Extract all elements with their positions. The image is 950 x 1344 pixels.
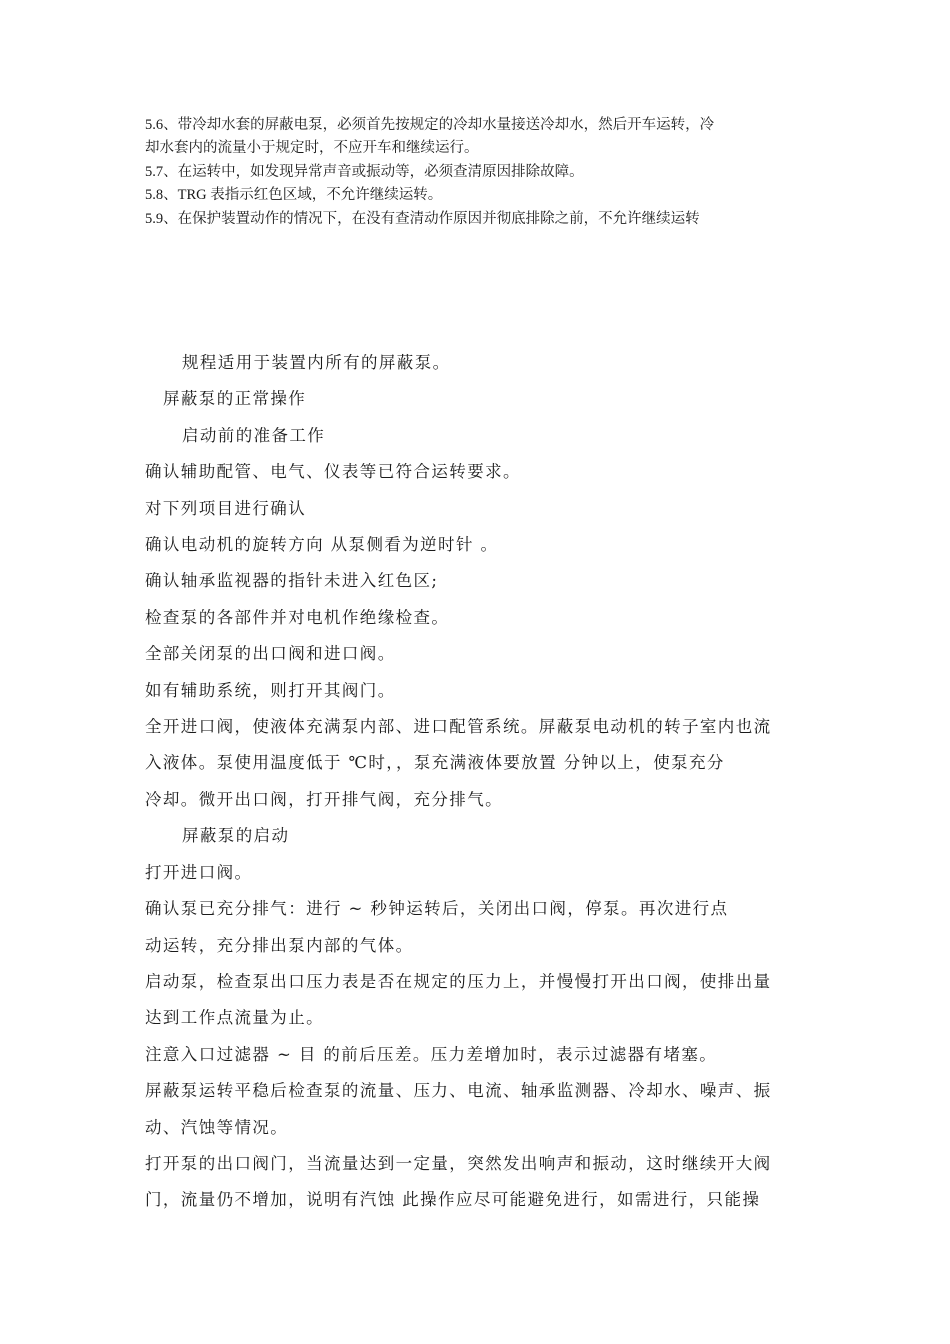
procedure-line: 检查泵的各部件并对电机作绝缘检查。 (145, 607, 450, 627)
procedure-line: 确认电动机的旋转方向 从泵侧看为逆时针 。 (145, 535, 499, 555)
procedure-line: 达到工作点流量为止。 (145, 1008, 324, 1028)
procedure-line: 屏蔽泵的正常操作 (163, 389, 307, 409)
pump-procedure-section (145, 345, 810, 1219)
procedure-line: 规程适用于装置内所有的屏蔽泵。 (182, 353, 451, 372)
note-line: 却水套内的流量小于规定时，不应开车和继续运行。 (145, 140, 479, 157)
procedure-line: 全部关闭泵的出口阀和进口阀。 (145, 644, 396, 664)
procedure-line: 屏蔽泵运转平稳后检查泵的流量、压力、电流、轴承监测器、冷却水、噪声、振 (145, 1081, 772, 1101)
procedure-line: 打开进口阀。 (145, 862, 253, 882)
procedure-line: 冷却。微开出口阀，打开排气阀，充分排气。 (145, 789, 503, 809)
note-line: 5.7、在运转中，如发现异常声音或振动等，必须查清原因排除故障。 (145, 163, 584, 180)
procedure-line: 屏蔽泵的启动 (182, 826, 290, 846)
procedure-line: 门，流量仍不增加，说明有汽蚀 此操作应尽可能避免进行，如需进行，只能操 (145, 1190, 761, 1210)
procedure-line: 启动泵，检查泵出口压力表是否在规定的压力上，并慢慢打开出口阀，使排出量 (145, 971, 772, 991)
note-line: 5.8、TRG 表指示红色区域，不允许继续运转。 (145, 187, 443, 204)
procedure-line: 全开进口阀，使液体充满泵内部、进口配管系统。屏蔽泵电动机的转子室内也流 (145, 717, 772, 737)
procedure-line: 如有辅助系统，则打开其阀门。 (145, 680, 396, 700)
procedure-line: 确认轴承监视器的指针未进入红色区; (145, 571, 439, 591)
procedure-line: 启动前的准备工作 (182, 425, 326, 445)
procedure-line: 确认辅助配管、电气、仪表等已符合运转要求。 (145, 462, 521, 482)
procedure-line: 确认泵已充分排气：进行 ~ 秒钟运转后，关闭出口阀，停泵。再次进行点 (145, 899, 729, 919)
procedure-line: 对下列项目进行确认 (145, 498, 307, 518)
procedure-line: 动、汽蚀等情况。 (145, 1117, 289, 1137)
operation-notes-section (145, 114, 810, 231)
note-line: 5.9、在保护装置动作的情况下，在没有查清动作原因并彻底排除之前，不允许继续运转 (145, 210, 700, 227)
procedure-line: 动运转，充分排出泵内部的气体。 (145, 935, 414, 955)
procedure-line: 注意入口过滤器 ~ 目 的前后压差。压力差增加时，表示过滤器有堵塞。 (145, 1044, 718, 1064)
procedure-line: 打开泵的出口阀门，当流量达到一定量，突然发出响声和振动，这时继续开大阀 (145, 1153, 772, 1173)
note-line: 5.6、带冷却水套的屏蔽电泵，必须首先按规定的冷却水量接送冷却水，然后开车运转，冷 (145, 117, 715, 133)
procedure-line: 入液体。泵使用温度低于 ℃时，，泵充满液体要放置 分钟以上，使泵充分 (145, 753, 725, 773)
